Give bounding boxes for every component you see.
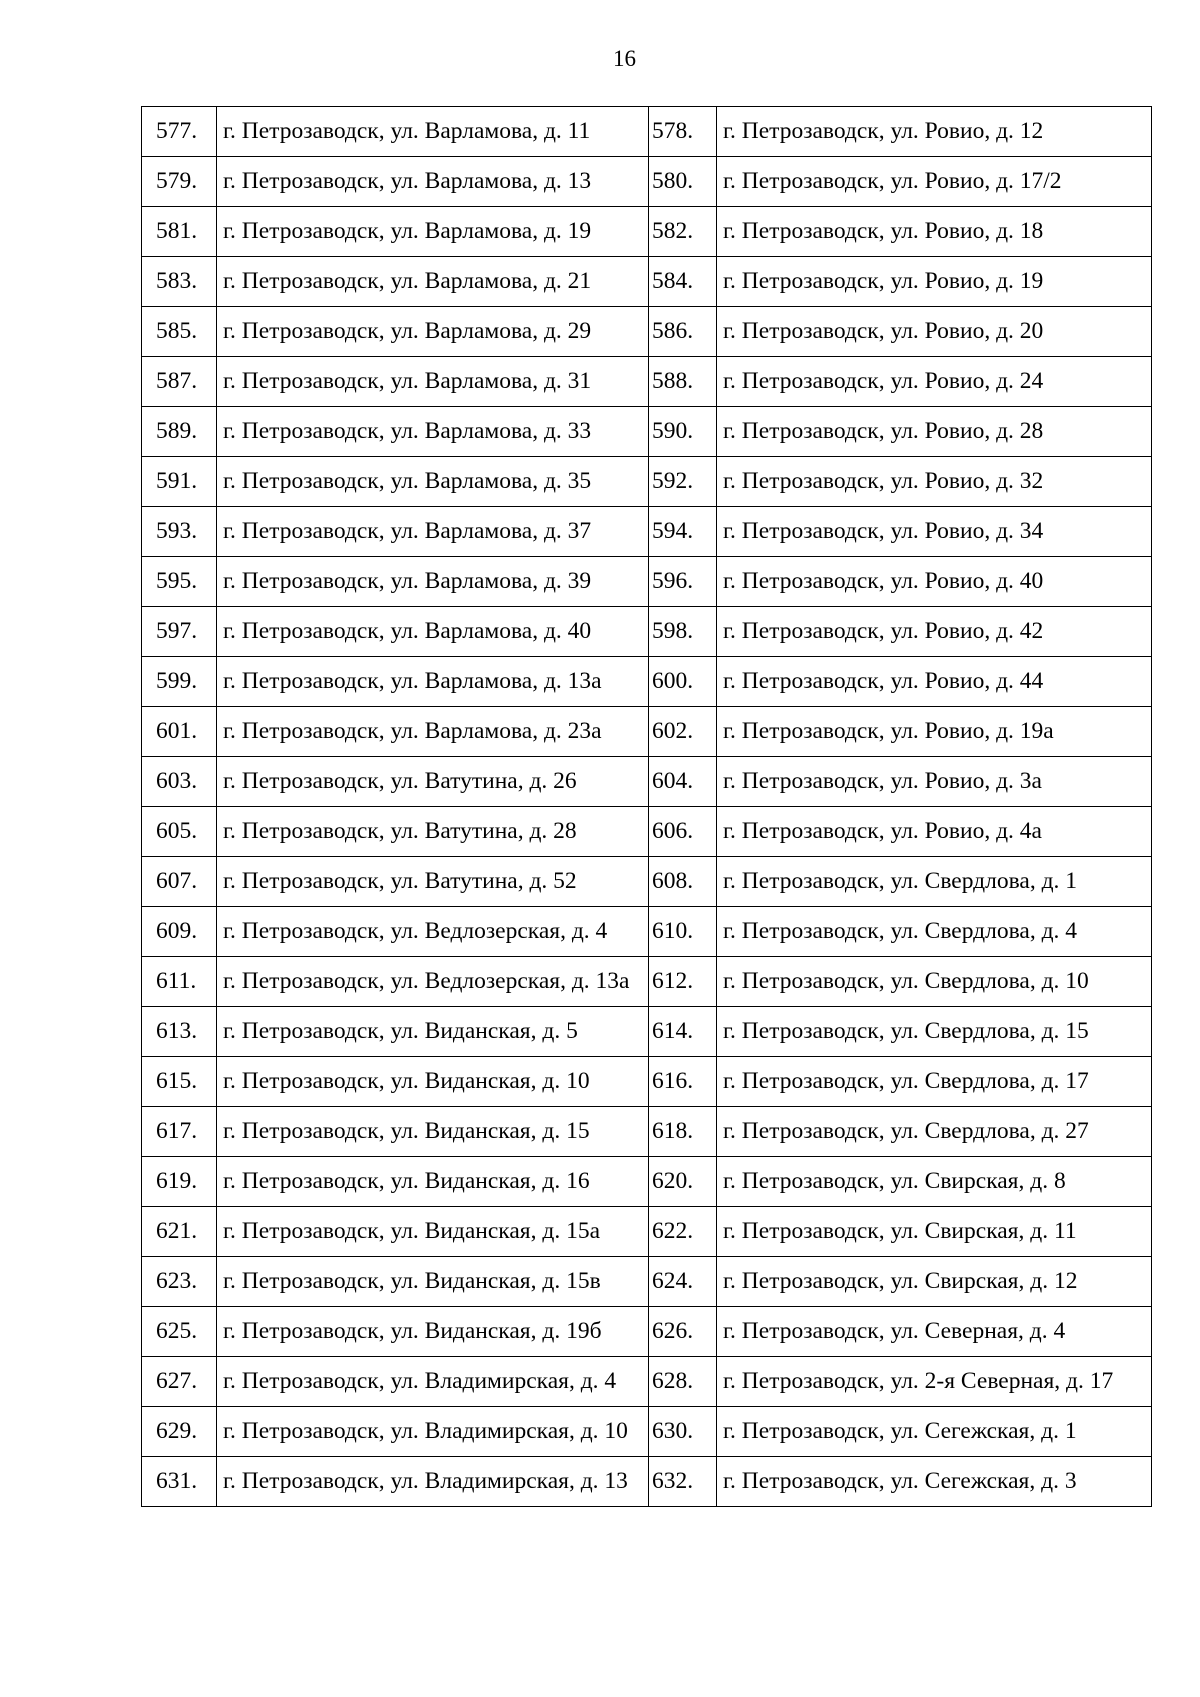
table-row	[142, 257, 1152, 307]
left-row-number: 619.	[142, 1157, 217, 1207]
left-row-number: 577.	[142, 107, 217, 157]
left-row-number: 615.	[142, 1057, 217, 1107]
left-row-number: 591.	[142, 457, 217, 507]
page-number: 16	[613, 46, 636, 71]
right-row-number: 596.	[649, 557, 717, 607]
left-row-number: 617.	[142, 1107, 217, 1157]
left-address: г. Петрозаводск, ул. Варламова, д. 13	[217, 157, 649, 207]
right-address: г. Петрозаводск, ул. Ровио, д. 18	[717, 207, 1152, 257]
right-row-number: 584.	[649, 257, 717, 307]
table-row	[142, 557, 1152, 607]
table-row	[142, 307, 1152, 357]
left-row-number: 595.	[142, 557, 217, 607]
right-row-number: 582.	[649, 207, 717, 257]
left-address: г. Петрозаводск, ул. Виданская, д. 19б	[217, 1307, 649, 1357]
left-address: г. Петрозаводск, ул. Виданская, д. 15	[217, 1107, 649, 1157]
right-row-number: 630.	[649, 1407, 717, 1457]
right-row-number: 594.	[649, 507, 717, 557]
table-row	[142, 357, 1152, 407]
left-row-number: 593.	[142, 507, 217, 557]
table-row	[142, 157, 1152, 207]
left-row-number: 629.	[142, 1407, 217, 1457]
table-row	[142, 1007, 1152, 1057]
left-address: г. Петрозаводск, ул. Виданская, д. 10	[217, 1057, 649, 1107]
table-row	[142, 407, 1152, 457]
left-row-number: 611.	[142, 957, 217, 1007]
right-row-number: 604.	[649, 757, 717, 807]
left-address: г. Петрозаводск, ул. Варламова, д. 29	[217, 307, 649, 357]
left-row-number: 601.	[142, 707, 217, 757]
right-row-number: 592.	[649, 457, 717, 507]
table-row	[142, 1157, 1152, 1207]
left-address: г. Петрозаводск, ул. Варламова, д. 11	[217, 107, 649, 157]
table-row	[142, 1257, 1152, 1307]
right-row-number: 624.	[649, 1257, 717, 1307]
left-address: г. Петрозаводск, ул. Ведлозерская, д. 13а	[217, 957, 649, 1007]
right-row-number: 616.	[649, 1057, 717, 1107]
left-address: г. Петрозаводск, ул. Владимирская, д. 10	[217, 1407, 649, 1457]
table-row	[142, 907, 1152, 957]
right-address: г. Петрозаводск, ул. Ровио, д. 4а	[717, 807, 1152, 857]
left-row-number: 625.	[142, 1307, 217, 1357]
right-row-number: 602.	[649, 707, 717, 757]
left-address: г. Петрозаводск, ул. Варламова, д. 21	[217, 257, 649, 307]
left-row-number: 631.	[142, 1457, 217, 1507]
left-address: г. Петрозаводск, ул. Варламова, д. 37	[217, 507, 649, 557]
right-address: г. Петрозаводск, ул. Ровио, д. 42	[717, 607, 1152, 657]
table-row	[142, 757, 1152, 807]
right-address: г. Петрозаводск, ул. Северная, д. 4	[717, 1307, 1152, 1357]
table-row	[142, 707, 1152, 757]
left-address: г. Петрозаводск, ул. Варламова, д. 23а	[217, 707, 649, 757]
right-address: г. Петрозаводск, ул. Сегежская, д. 1	[717, 1407, 1152, 1457]
left-address: г. Петрозаводск, ул. Ватутина, д. 52	[217, 857, 649, 907]
left-address: г. Петрозаводск, ул. Виданская, д. 5	[217, 1007, 649, 1057]
right-row-number: 626.	[649, 1307, 717, 1357]
table-row	[142, 1057, 1152, 1107]
table-row	[142, 457, 1152, 507]
right-row-number: 632.	[649, 1457, 717, 1507]
table-row	[142, 1107, 1152, 1157]
left-address: г. Петрозаводск, ул. Владимирская, д. 4	[217, 1357, 649, 1407]
right-address: г. Петрозаводск, ул. 2-я Северная, д. 17	[717, 1357, 1152, 1407]
left-row-number: 621.	[142, 1207, 217, 1257]
right-row-number: 578.	[649, 107, 717, 157]
right-address: г. Петрозаводск, ул. Сегежская, д. 3	[717, 1457, 1152, 1507]
right-address: г. Петрозаводск, ул. Свирская, д. 11	[717, 1207, 1152, 1257]
right-address: г. Петрозаводск, ул. Свердлова, д. 15	[717, 1007, 1152, 1057]
right-address: г. Петрозаводск, ул. Свирская, д. 8	[717, 1157, 1152, 1207]
right-address: г. Петрозаводск, ул. Свердлова, д. 4	[717, 907, 1152, 957]
table-row	[142, 957, 1152, 1007]
left-address: г. Петрозаводск, ул. Ведлозерская, д. 4	[217, 907, 649, 957]
right-address: г. Петрозаводск, ул. Ровио, д. 3а	[717, 757, 1152, 807]
left-row-number: 587.	[142, 357, 217, 407]
table-row	[142, 1357, 1152, 1407]
right-address: г. Петрозаводск, ул. Ровио, д. 40	[717, 557, 1152, 607]
right-address: г. Петрозаводск, ул. Ровио, д. 19	[717, 257, 1152, 307]
left-address: г. Петрозаводск, ул. Варламова, д. 31	[217, 357, 649, 407]
left-address: г. Петрозаводск, ул. Виданская, д. 15в	[217, 1257, 649, 1307]
address-table-body	[142, 107, 1152, 1507]
right-row-number: 612.	[649, 957, 717, 1007]
right-address: г. Петрозаводск, ул. Ровио, д. 20	[717, 307, 1152, 357]
left-address: г. Петрозаводск, ул. Виданская, д. 16	[217, 1157, 649, 1207]
left-row-number: 597.	[142, 607, 217, 657]
left-row-number: 589.	[142, 407, 217, 457]
right-address: г. Петрозаводск, ул. Ровио, д. 12	[717, 107, 1152, 157]
left-address: г. Петрозаводск, ул. Варламова, д. 13а	[217, 657, 649, 707]
left-address: г. Петрозаводск, ул. Варламова, д. 40	[217, 607, 649, 657]
left-row-number: 581.	[142, 207, 217, 257]
right-row-number: 618.	[649, 1107, 717, 1157]
right-address: г. Петрозаводск, ул. Ровио, д. 28	[717, 407, 1152, 457]
left-address: г. Петрозаводск, ул. Ватутина, д. 28	[217, 807, 649, 857]
table-row	[142, 207, 1152, 257]
right-address: г. Петрозаводск, ул. Свирская, д. 12	[717, 1257, 1152, 1307]
right-address: г. Петрозаводск, ул. Свердлова, д. 10	[717, 957, 1152, 1007]
right-row-number: 614.	[649, 1007, 717, 1057]
right-row-number: 608.	[649, 857, 717, 907]
table-row	[142, 807, 1152, 857]
left-address: г. Петрозаводск, ул. Ватутина, д. 26	[217, 757, 649, 807]
right-row-number: 580.	[649, 157, 717, 207]
right-row-number: 606.	[649, 807, 717, 857]
table-row	[142, 107, 1152, 157]
right-address: г. Петрозаводск, ул. Свердлова, д. 1	[717, 857, 1152, 907]
right-address: г. Петрозаводск, ул. Свердлова, д. 17	[717, 1057, 1152, 1107]
right-address: г. Петрозаводск, ул. Ровио, д. 34	[717, 507, 1152, 557]
left-address: г. Петрозаводск, ул. Варламова, д. 33	[217, 407, 649, 457]
right-address: г. Петрозаводск, ул. Свердлова, д. 27	[717, 1107, 1152, 1157]
right-row-number: 586.	[649, 307, 717, 357]
address-table	[141, 106, 1152, 1507]
left-row-number: 613.	[142, 1007, 217, 1057]
right-row-number: 610.	[649, 907, 717, 957]
right-row-number: 600.	[649, 657, 717, 707]
table-row	[142, 507, 1152, 557]
right-row-number: 588.	[649, 357, 717, 407]
left-row-number: 579.	[142, 157, 217, 207]
left-row-number: 605.	[142, 807, 217, 857]
table-row	[142, 1207, 1152, 1257]
table-row	[142, 1457, 1152, 1507]
left-address: г. Петрозаводск, ул. Владимирская, д. 13	[217, 1457, 649, 1507]
left-row-number: 607.	[142, 857, 217, 907]
right-address: г. Петрозаводск, ул. Ровио, д. 44	[717, 657, 1152, 707]
table-row	[142, 657, 1152, 707]
right-row-number: 622.	[649, 1207, 717, 1257]
right-address: г. Петрозаводск, ул. Ровио, д. 24	[717, 357, 1152, 407]
right-address: г. Петрозаводск, ул. Ровио, д. 17/2	[717, 157, 1152, 207]
table-row	[142, 1407, 1152, 1457]
right-row-number: 628.	[649, 1357, 717, 1407]
left-row-number: 585.	[142, 307, 217, 357]
right-address: г. Петрозаводск, ул. Ровио, д. 19а	[717, 707, 1152, 757]
left-address: г. Петрозаводск, ул. Варламова, д. 39	[217, 557, 649, 607]
left-row-number: 583.	[142, 257, 217, 307]
right-row-number: 590.	[649, 407, 717, 457]
table-row	[142, 1307, 1152, 1357]
left-address: г. Петрозаводск, ул. Варламова, д. 35	[217, 457, 649, 507]
table-row	[142, 607, 1152, 657]
left-row-number: 599.	[142, 657, 217, 707]
left-row-number: 627.	[142, 1357, 217, 1407]
left-row-number: 623.	[142, 1257, 217, 1307]
left-row-number: 609.	[142, 907, 217, 957]
left-address: г. Петрозаводск, ул. Варламова, д. 19	[217, 207, 649, 257]
left-address: г. Петрозаводск, ул. Виданская, д. 15а	[217, 1207, 649, 1257]
right-row-number: 620.	[649, 1157, 717, 1207]
table-row	[142, 857, 1152, 907]
right-address: г. Петрозаводск, ул. Ровио, д. 32	[717, 457, 1152, 507]
left-row-number: 603.	[142, 757, 217, 807]
right-row-number: 598.	[649, 607, 717, 657]
